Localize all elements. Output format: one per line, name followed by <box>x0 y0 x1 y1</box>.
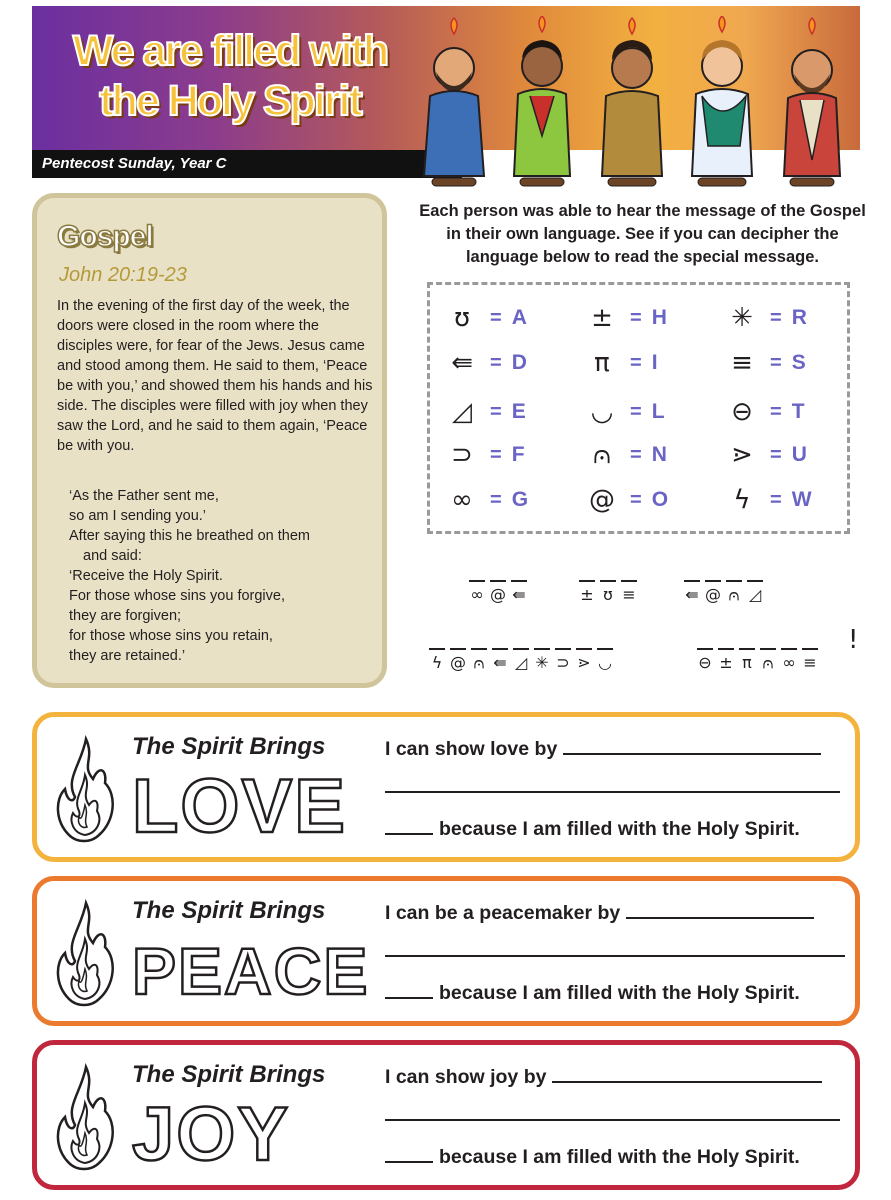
equals-sign: = <box>770 351 782 374</box>
prompt-text: I can show love by <box>385 738 563 760</box>
cipher-symbol: ± <box>591 303 613 333</box>
puzzle-symbol: @ <box>450 653 466 672</box>
cipher-key-item <box>580 481 668 519</box>
cipher-letter: D <box>511 351 527 374</box>
puzzle-symbol: ⩀ <box>728 585 740 604</box>
cipher-symbol: ⊖ <box>731 397 753 427</box>
header-banner <box>32 6 860 192</box>
puzzle-symbol: ⇚ <box>512 585 526 604</box>
puzzle-symbol: ◿ <box>514 653 528 672</box>
answer-line <box>802 648 818 650</box>
puzzle-symbol: ⇚ <box>685 585 699 604</box>
gospel-heading: Gospel <box>57 220 153 253</box>
puzzle-symbol: π <box>742 653 752 672</box>
puzzle-letter-blank[interactable] <box>746 580 764 604</box>
cipher-letter: O <box>651 488 669 511</box>
flame-icon <box>51 1063 121 1173</box>
cipher-key-item <box>720 436 807 474</box>
answer-line <box>781 648 797 650</box>
gospel-verse <box>69 486 379 666</box>
cipher-letter: T <box>791 400 805 423</box>
puzzle-letter-blank[interactable] <box>683 580 701 604</box>
puzzle-letter-blank[interactable] <box>533 648 551 672</box>
puzzle-symbol: ± <box>719 653 733 672</box>
cipher-key-item <box>440 436 525 474</box>
puzzle-letter-blank[interactable] <box>575 648 593 672</box>
cipher-symbol: ◡ <box>590 397 614 427</box>
equals-sign: = <box>490 400 502 423</box>
puzzle-symbol: @ <box>705 585 721 604</box>
cipher-key-item <box>720 481 812 519</box>
spirit-box-love <box>32 712 860 862</box>
puzzle-letter-blank[interactable] <box>801 648 819 672</box>
puzzle-exclamation: ! <box>848 625 859 655</box>
spirit-box-peace <box>32 876 860 1026</box>
cipher-symbol: ⊃ <box>451 440 473 470</box>
prompt-line <box>385 737 821 761</box>
answer-line <box>471 648 487 650</box>
because-answer-blank[interactable] <box>385 981 433 999</box>
flame-icon <box>51 899 121 1009</box>
answer-line <box>718 648 734 650</box>
cipher-symbol: π <box>594 348 610 378</box>
puzzle-symbol: ⊖ <box>698 653 712 672</box>
cipher-key-item <box>440 393 526 431</box>
equals-sign: = <box>630 306 642 329</box>
answer-line <box>747 580 763 582</box>
because-line <box>385 981 800 1005</box>
answer-line <box>429 648 445 650</box>
puzzle-letter-blank[interactable] <box>725 580 743 604</box>
answer-line <box>579 580 595 582</box>
spirit-brings-label: The Spirit Brings <box>132 733 326 760</box>
answer-line <box>760 648 776 650</box>
answer-line <box>621 580 637 582</box>
answer-line <box>697 648 713 650</box>
puzzle-symbol: ± <box>580 585 594 604</box>
page-title <box>50 26 410 126</box>
answer-line <box>726 580 742 582</box>
puzzle-letter-blank[interactable] <box>449 648 467 672</box>
equals-sign: = <box>630 443 642 466</box>
spirit-gift-word: PEACE <box>132 934 370 1008</box>
puzzle-letter-blank[interactable] <box>780 648 798 672</box>
equals-sign: = <box>490 306 502 329</box>
answer-line <box>684 580 700 582</box>
puzzle-symbol: ʊ <box>603 585 613 604</box>
puzzle-letter-blank[interactable] <box>759 648 777 672</box>
answer-line <box>490 580 506 582</box>
answer-line-blank[interactable] <box>385 1119 840 1121</box>
puzzle-letter-blank[interactable] <box>717 648 735 672</box>
apostle-figure-4 <box>692 16 752 186</box>
puzzle-symbol: ✳ <box>535 653 549 672</box>
cipher-letter: N <box>651 443 667 466</box>
cipher-symbol: ʊ <box>453 303 471 333</box>
prompt-answer-blank[interactable] <box>552 1065 822 1083</box>
puzzle-symbol: ⇚ <box>493 653 507 672</box>
puzzle-letter-blank[interactable] <box>512 648 530 672</box>
cipher-key-item <box>440 344 527 382</box>
cipher-symbol: ⇚ <box>451 348 473 378</box>
cipher-letter: U <box>791 443 807 466</box>
puzzle-symbol: ⋗ <box>577 653 591 672</box>
puzzle-word <box>578 580 641 604</box>
cipher-letter: E <box>511 400 526 423</box>
verse-line: ‘As the Father sent me, <box>69 488 219 504</box>
cipher-key-item <box>440 299 527 337</box>
apostle-figure-1 <box>424 18 484 186</box>
gospel-reference: John 20:19-23 <box>59 264 187 286</box>
puzzle-symbol: ϟ <box>431 653 443 672</box>
cipher-symbol: @ <box>589 485 615 515</box>
cipher-key-item <box>580 436 667 474</box>
cipher-key-item <box>580 393 665 431</box>
puzzle-word <box>468 580 531 604</box>
answer-line <box>492 648 508 650</box>
spirit-brings-label: The Spirit Brings <box>132 1061 326 1088</box>
cipher-letter: L <box>651 400 665 423</box>
equals-sign: = <box>770 443 782 466</box>
puzzle-word <box>696 648 822 672</box>
answer-line <box>597 648 613 650</box>
cipher-symbol: ⋗ <box>731 440 753 470</box>
title-line-2: the Holy Spirit <box>99 77 361 125</box>
puzzle-symbol: ⊃ <box>556 653 570 672</box>
cipher-letter: G <box>511 488 529 511</box>
cipher-symbol: ◿ <box>452 397 472 427</box>
puzzle-symbol: ◿ <box>748 585 762 604</box>
puzzle-letter-blank[interactable] <box>468 580 486 604</box>
verse-line: so am I sending you.’ <box>69 508 207 524</box>
equals-sign: = <box>490 488 502 511</box>
puzzle-symbol: ◡ <box>598 653 612 672</box>
cipher-symbol: ϟ <box>733 485 751 515</box>
because-line <box>385 1145 800 1169</box>
because-text: because I am filled with the Holy Spirit. <box>439 982 800 1004</box>
puzzle-letter-blank[interactable] <box>738 648 756 672</box>
subtitle-bar: Pentecost Sunday, Year C <box>32 150 462 178</box>
puzzle-letter-blank[interactable] <box>596 648 614 672</box>
gospel-box <box>32 193 387 688</box>
cipher-letter: A <box>511 306 527 329</box>
equals-sign: = <box>770 306 782 329</box>
verse-line: For those whose sins you forgive, <box>69 588 285 604</box>
because-answer-blank[interactable] <box>385 817 433 835</box>
cipher-letter: R <box>791 306 807 329</box>
puzzle-symbol: ≡ <box>622 585 636 604</box>
equals-sign: = <box>490 443 502 466</box>
answer-line-blank[interactable] <box>385 791 840 793</box>
verse-line: and said: <box>83 548 142 564</box>
verse-line: for those whose sins you retain, <box>69 628 273 644</box>
verse-line: they are retained.’ <box>69 648 186 664</box>
spirit-box-joy <box>32 1040 860 1190</box>
verse-line: After saying this he breathed on them <box>69 528 311 544</box>
prompt-text: I can be a peacemaker by <box>385 902 626 924</box>
puzzle-letter-blank[interactable] <box>489 580 507 604</box>
title-line-1: We are filled with <box>72 27 388 75</box>
cipher-key-item <box>720 344 806 382</box>
cipher-letter: S <box>791 351 806 374</box>
equals-sign: = <box>630 488 642 511</box>
puzzle-symbol: ⩀ <box>473 653 485 672</box>
cipher-key-item <box>720 299 807 337</box>
verse-line: they are forgiven; <box>69 608 182 624</box>
equals-sign: = <box>770 488 782 511</box>
puzzle-letter-blank[interactable] <box>620 580 638 604</box>
cipher-puzzle <box>428 570 868 690</box>
gospel-paragraph: In the evening of the first day of the week, the doors were closed in the room where the disciples were, for fear of the Jews. Jesus came and stood among them. He said to them, ‘Peace be with you,’ and showed them his hands and his side. The disciples were filled with joy when they saw the Lord, and he said to them again, ‘Peace be with you. <box>57 298 373 454</box>
puzzle-letter-blank[interactable] <box>491 648 509 672</box>
cipher-key-item <box>440 481 528 519</box>
flame-icon <box>51 735 121 845</box>
cipher-symbol: ✳ <box>731 303 753 333</box>
puzzle-letter-blank[interactable] <box>704 580 722 604</box>
apostle-figure-3 <box>602 18 662 186</box>
puzzle-letter-blank[interactable] <box>554 648 572 672</box>
cipher-key-item <box>580 344 658 382</box>
answer-line-blank[interactable] <box>385 955 845 957</box>
prompt-line <box>385 1065 822 1089</box>
prompt-text: I can show joy by <box>385 1066 552 1088</box>
cipher-key-item <box>580 299 667 337</box>
puzzle-letter-blank[interactable] <box>428 648 446 672</box>
apostle-figure-2 <box>514 16 570 186</box>
prompt-answer-blank[interactable] <box>626 901 814 919</box>
answer-line <box>555 648 571 650</box>
spirit-gift-word: JOY <box>132 1092 291 1177</box>
puzzle-symbol: ≡ <box>803 653 817 672</box>
answer-line <box>513 648 529 650</box>
puzzle-letter-blank[interactable] <box>510 580 528 604</box>
answer-line <box>469 580 485 582</box>
cipher-letter: I <box>651 351 658 374</box>
puzzle-symbol: ∞ <box>470 585 484 604</box>
puzzle-word <box>428 648 617 672</box>
answer-line <box>705 580 721 582</box>
cipher-symbol: ∞ <box>451 485 473 515</box>
puzzle-word <box>683 580 767 604</box>
puzzle-letter-blank[interactable] <box>470 648 488 672</box>
equals-sign: = <box>630 351 642 374</box>
answer-line <box>450 648 466 650</box>
cipher-letter: H <box>651 306 667 329</box>
answer-line <box>511 580 527 582</box>
spirit-brings-label: The Spirit Brings <box>132 897 326 924</box>
verse-line: ‘Receive the Holy Spirit. <box>69 568 223 584</box>
puzzle-letter-blank[interactable] <box>599 580 617 604</box>
prompt-line <box>385 901 814 925</box>
apostle-figure-5 <box>784 18 840 186</box>
equals-sign: = <box>770 400 782 423</box>
because-text: because I am filled with the Holy Spirit. <box>439 1146 800 1168</box>
apostles-illustration <box>392 16 862 196</box>
equals-sign: = <box>490 351 502 374</box>
spirit-gift-word: LOVE <box>132 764 347 849</box>
cipher-letter: W <box>791 488 812 511</box>
puzzle-symbol: ⩀ <box>762 653 774 672</box>
because-text: because I am filled with the Holy Spirit. <box>439 818 800 840</box>
cipher-symbol: ⩀ <box>592 439 612 470</box>
because-answer-blank[interactable] <box>385 1145 433 1163</box>
puzzle-symbol: ∞ <box>782 653 796 672</box>
because-line <box>385 817 800 841</box>
answer-line <box>576 648 592 650</box>
cipher-symbol: ≡ <box>731 348 753 378</box>
prompt-answer-blank[interactable] <box>563 737 821 755</box>
puzzle-letter-blank[interactable] <box>578 580 596 604</box>
cipher-key-item <box>720 393 805 431</box>
cipher-key-box <box>427 282 850 534</box>
decipher-instructions: Each person was able to hear the message of the Gospel in their own language. See if you can decipher the language below to read the special message. <box>419 202 866 266</box>
cipher-letter: F <box>511 443 525 466</box>
answer-line <box>739 648 755 650</box>
puzzle-letter-blank[interactable] <box>696 648 714 672</box>
puzzle-symbol: @ <box>490 585 506 604</box>
answer-line <box>600 580 616 582</box>
answer-line <box>534 648 550 650</box>
cipher-key-grid <box>430 285 847 531</box>
equals-sign: = <box>630 400 642 423</box>
